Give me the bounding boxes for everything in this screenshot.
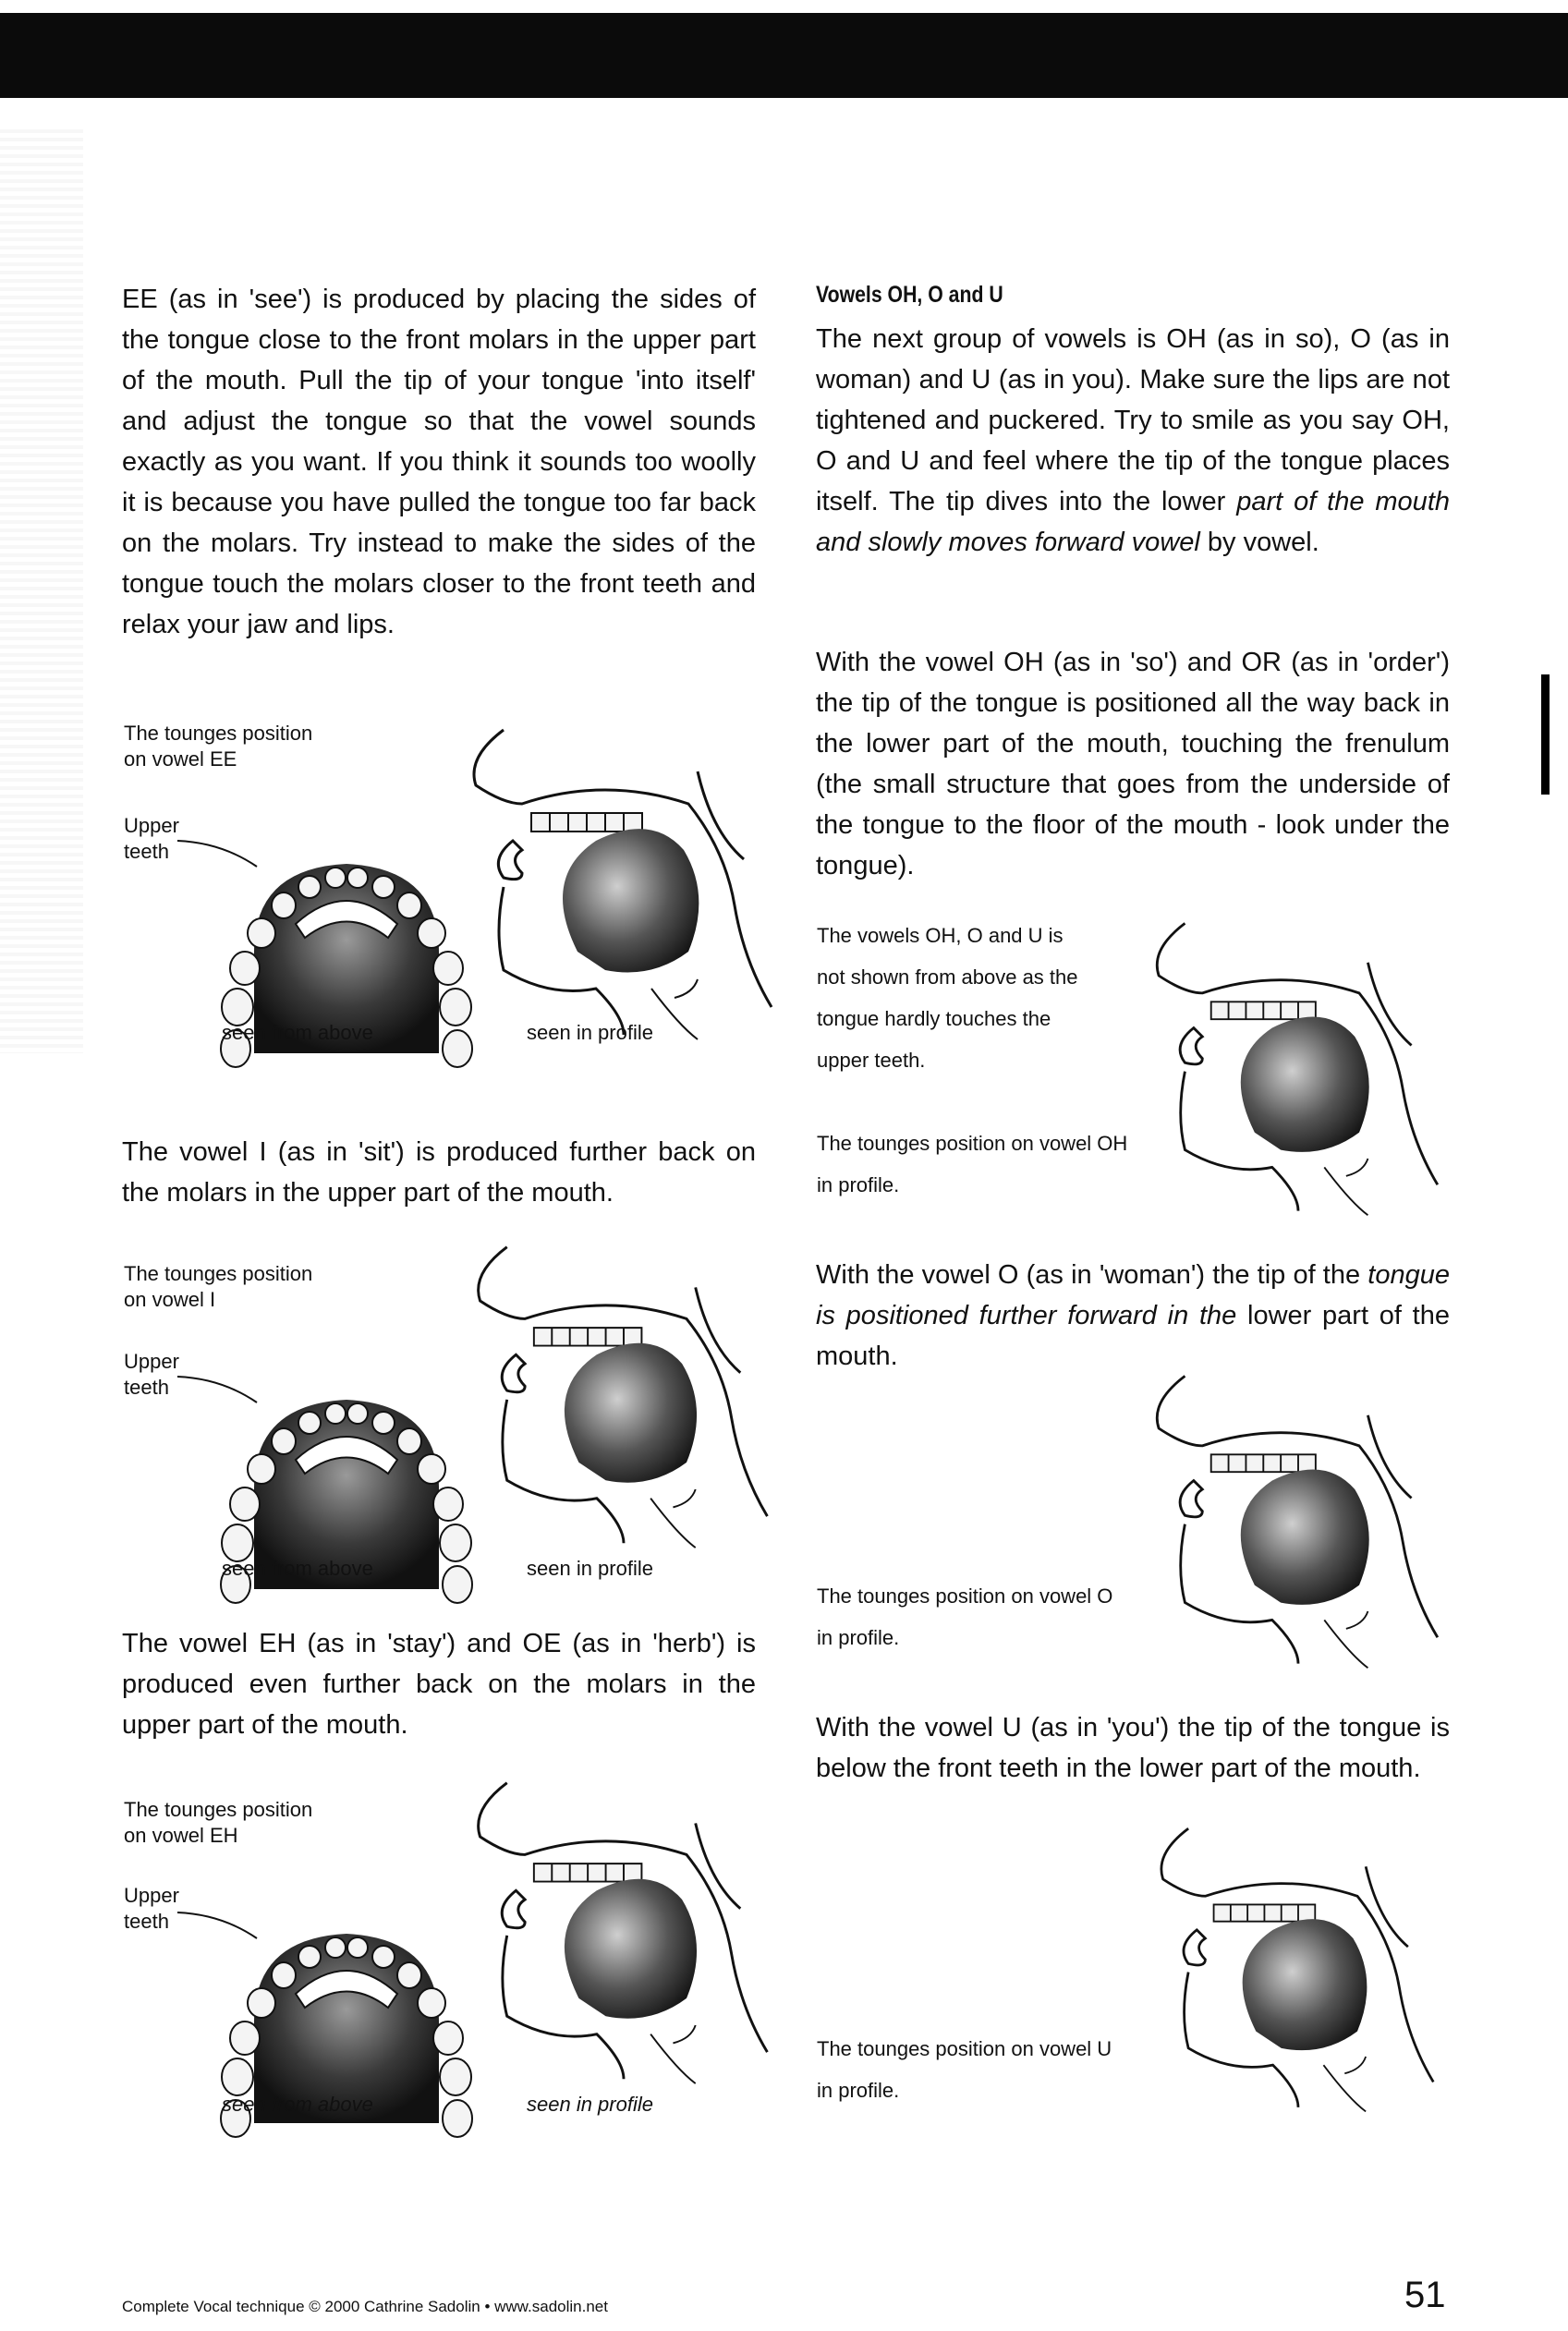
figure-note-line: upper teeth. (817, 1049, 926, 1072)
intro-text-end: by vowel. (1199, 528, 1319, 557)
figure-caption-line: in profile. (817, 1626, 900, 1649)
seen-in-profile-label: seen in profile (527, 2093, 653, 2116)
paragraph-vowel-oh: With the vowel OH (as in 'so') and OR (as in 'order') the tip of the tongue is positioned all the way back in the lower part of the mouth, touching the frenulum (the small structure that goes from the underside of the tongue to the floor of the mouth - look under the tongue). (816, 648, 1450, 880)
figure-vowel-i (120, 1238, 748, 1589)
figure-title-line: on vowel EH (124, 1824, 238, 1847)
o-italic-text: tongue is positioned further forward in the (816, 1260, 1450, 1330)
figure-caption-line: The tounges position on vowel U (817, 2037, 1112, 2060)
figure-caption-line: The tounges position on vowel O (817, 1584, 1113, 1608)
seen-in-profile-label: seen in profile (527, 1021, 653, 1044)
figure-note-line: The vowels OH, O and U is (817, 924, 1064, 947)
figure-title-line: The tounges position (124, 722, 313, 745)
mouth-profile-illustration (462, 721, 785, 1044)
paragraph-vowels-intro (816, 319, 1450, 563)
figure-caption-line: in profile. (817, 2079, 900, 2102)
paragraph-vowel-u: With the vowel U (as in 'you') the tip of the tongue is below the front teeth in the lower part of the mouth. (816, 1713, 1450, 1783)
page-number: 51 (1404, 2275, 1446, 2315)
figure-note-line: not shown from above as the (817, 965, 1078, 989)
upper-teeth-label: Upper (124, 814, 179, 837)
figure-title-line: on vowel EE (124, 747, 237, 771)
page-tab-marker (1541, 674, 1550, 795)
section-heading: Vowels OH, O and U (816, 282, 1003, 308)
seen-from-above-label: seen from above (222, 1021, 373, 1044)
figure-vowel-oh (813, 915, 1460, 1210)
figure-vowel-ee (120, 721, 748, 1053)
figure-title-line: on vowel I (124, 1288, 216, 1311)
header-bar (0, 13, 1568, 98)
intro-italic-text: part of the mouth and slowly moves forward vowel (816, 487, 1450, 557)
intro-text: The next group of vowels is OH (as in so), O (as in woman) and U (as in you). Make sure the lips are not tightened and puckered. Try to smile as you say OH, O and U and feel where the tip of the tongue places itself. The tip dives into the lower (816, 324, 1450, 516)
upper-teeth-label: teeth (124, 1910, 169, 1933)
paragraph-vowel-ee: EE (as in 'see') is produced by placing the sides of the tongue close to the front molars in the upper part of the mouth. Pull the tip of your tongue 'into itself' and adjust the tongue so that the vowel sounds exactly as you want. If you think it sounds too woolly it is because you have pulled the tongue too far back on the molars. Try instead to make the sides of the tongue touch the molars closer to the front teeth and relax your jaw and lips. (122, 285, 756, 639)
paragraph-vowel-i: The vowel I (as in 'sit') is produced further back on the molars in the upper part of the mouth. (122, 1137, 756, 1208)
figure-vowel-u (813, 1820, 1460, 2116)
o-text: With the vowel O (as in 'woman') the tip of the (816, 1260, 1368, 1290)
figure-vowel-o (813, 1367, 1460, 1663)
paragraph-vowel-eh: The vowel EH (as in 'stay') and OE (as in 'herb') is produced even further back on the molars in the upper part of the mouth. (122, 1629, 756, 1740)
mouth-profile-illustration (1146, 1367, 1451, 1672)
seen-from-above-label: seen from above (222, 2093, 373, 2116)
figure-vowel-eh (120, 1774, 748, 2125)
upper-teeth-label: Upper (124, 1884, 179, 1907)
upper-teeth-label: teeth (124, 840, 169, 863)
scan-edge (0, 129, 83, 1053)
mouth-profile-illustration (1146, 915, 1451, 1220)
mouth-profile-illustration (1146, 1820, 1451, 2116)
mouth-profile-illustration (462, 1774, 785, 2088)
mouth-profile-illustration (462, 1238, 785, 1552)
seen-in-profile-label: seen in profile (527, 1557, 653, 1580)
paragraph-vowel-o (816, 1255, 1450, 1377)
upper-teeth-label: Upper (124, 1350, 179, 1373)
seen-from-above-label: seen from above (222, 1557, 373, 1580)
figure-caption-line: The tounges position on vowel OH (817, 1132, 1128, 1155)
figure-note-line: tongue hardly touches the (817, 1007, 1051, 1030)
o-text-end: lower part of the mouth. (816, 1301, 1451, 1371)
figure-title-line: The tounges position (124, 1262, 313, 1285)
page-footer: Complete Vocal technique © 2000 Cathrine Sadolin • www.sadolin.net (122, 2298, 608, 2315)
figure-caption-line: in profile. (817, 1173, 900, 1196)
upper-teeth-label: teeth (124, 1376, 169, 1399)
figure-title-line: The tounges position (124, 1798, 313, 1821)
